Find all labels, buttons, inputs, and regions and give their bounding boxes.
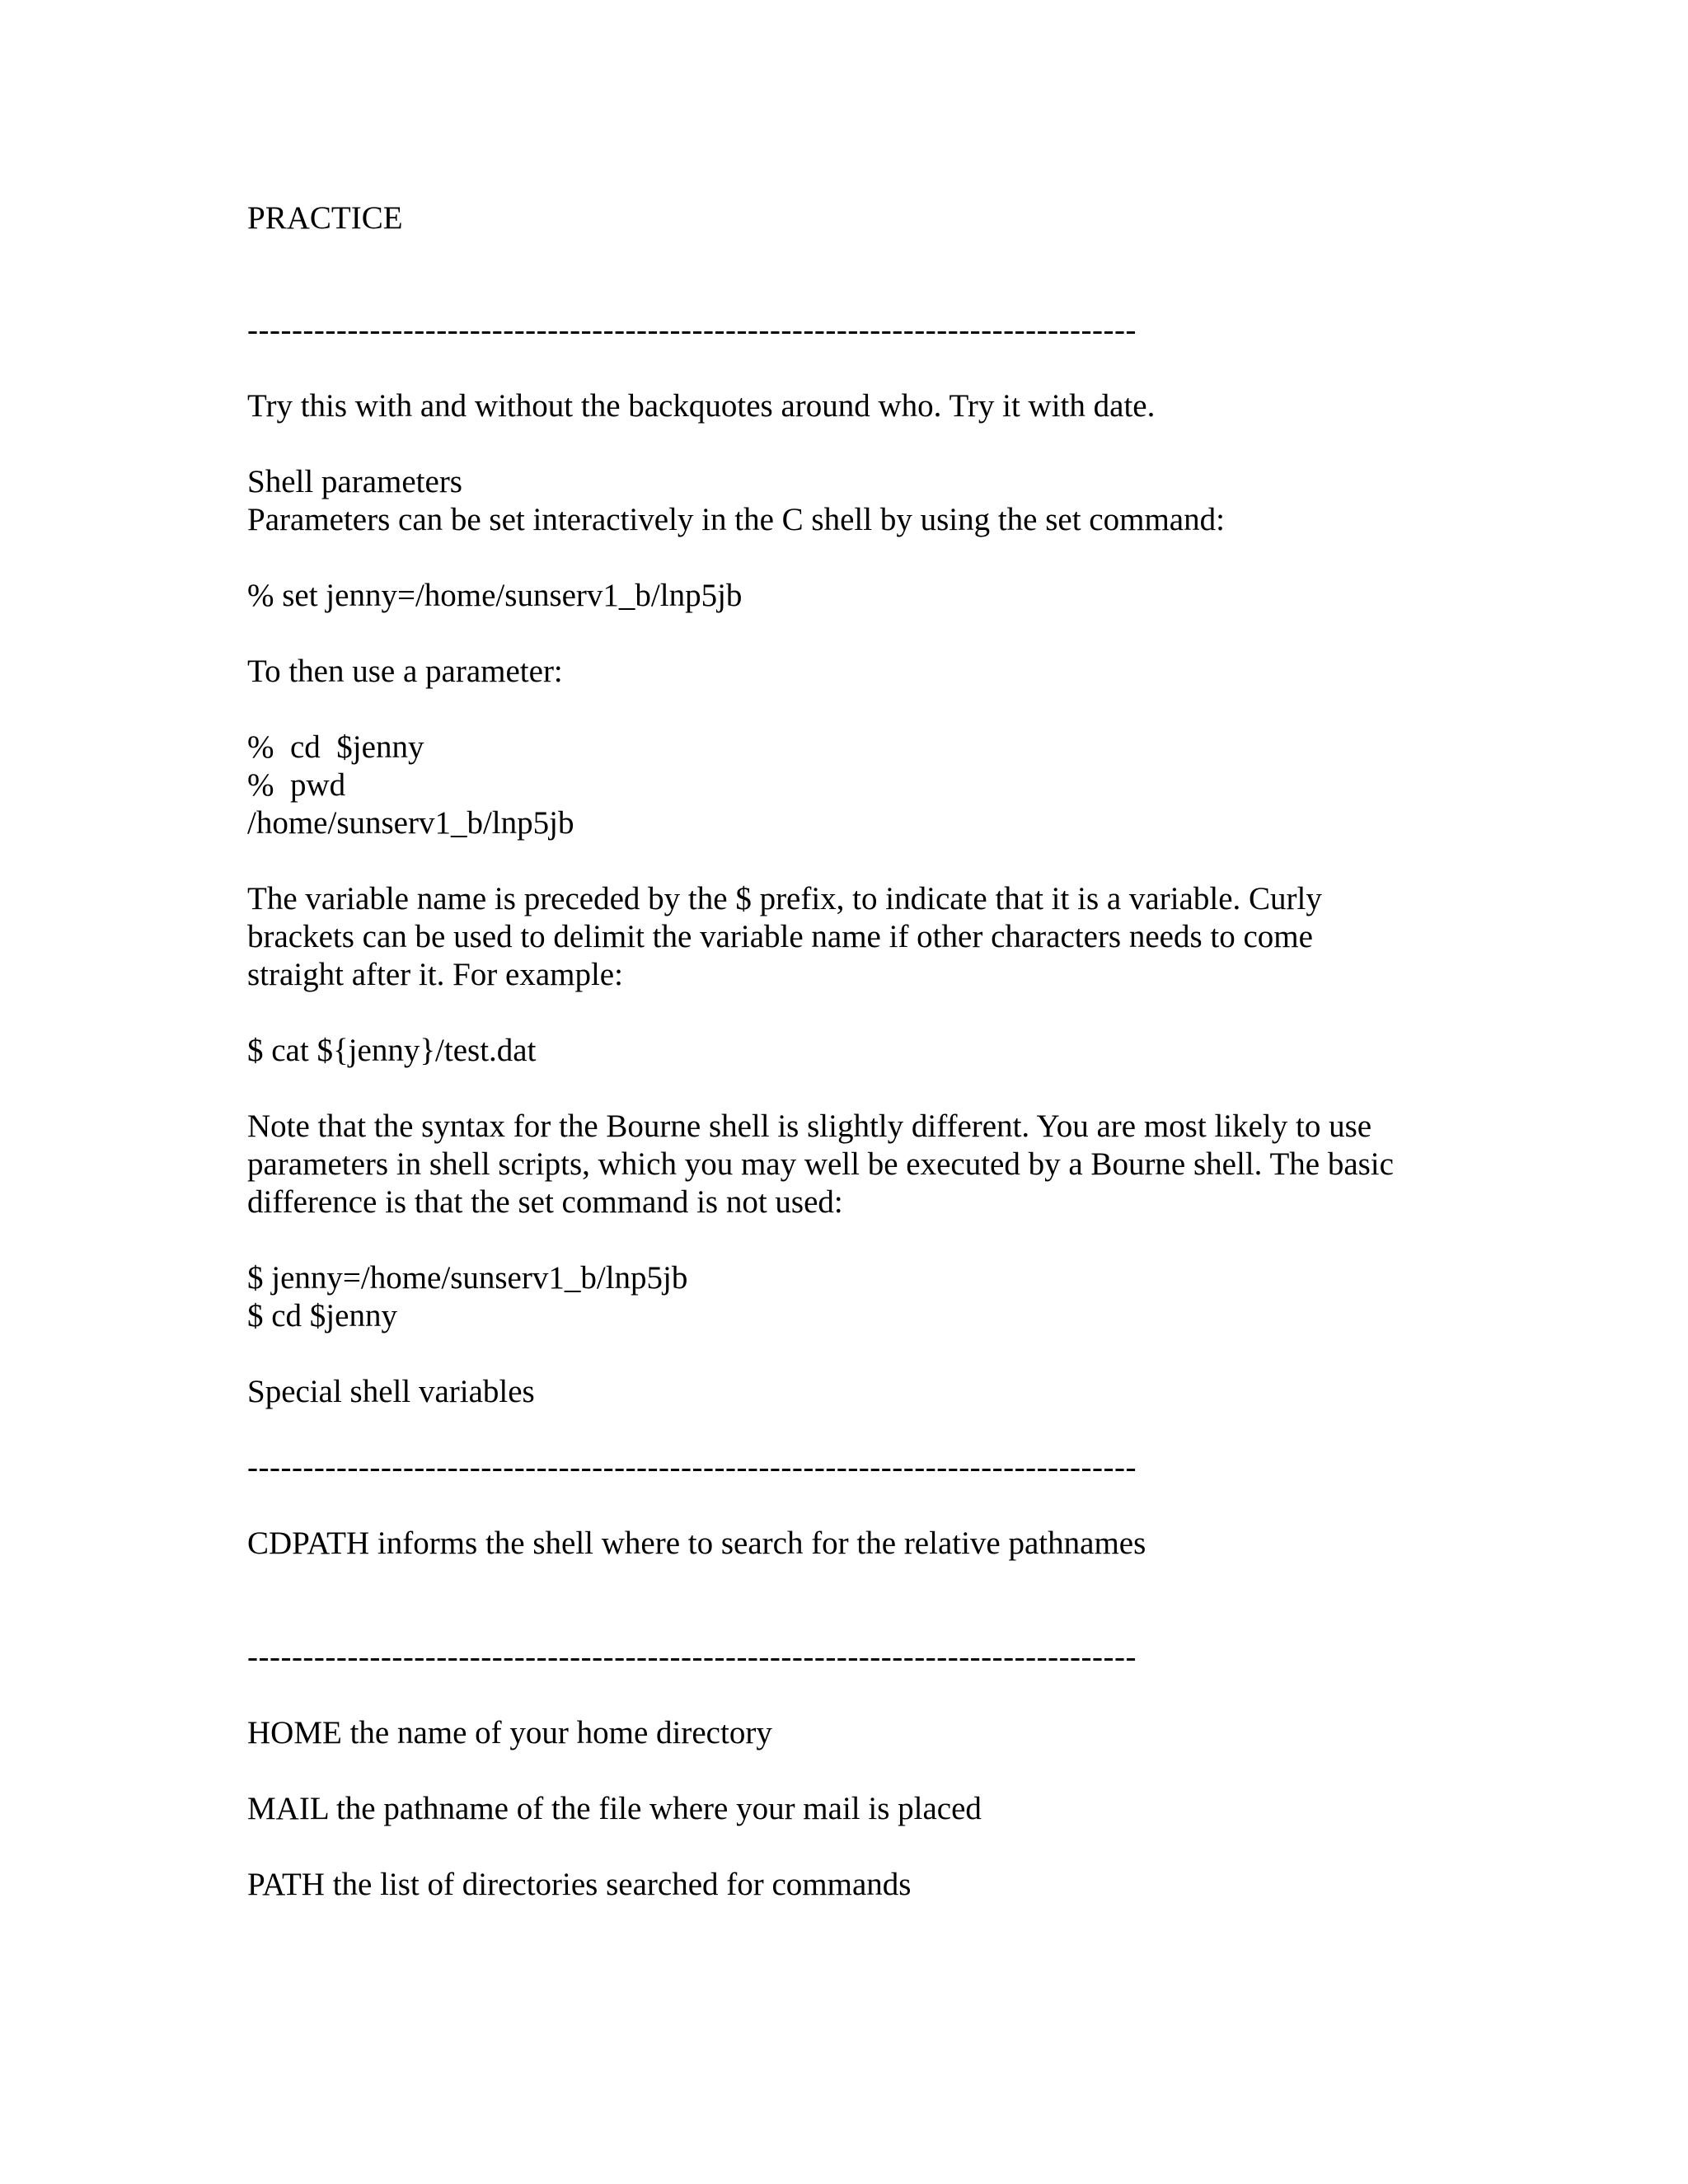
paragraph-line: brackets can be used to delimit the variable name if other characters needs to come: [247, 919, 1313, 954]
paragraph-params-set: Parameters can be set interactively in the C shell by using the set command:: [247, 502, 1225, 537]
paragraph-path: PATH the list of directories searched for commands: [247, 1867, 912, 1902]
paragraph-then-use: To then use a parameter:: [247, 654, 563, 689]
paragraph-home: HOME the name of your home directory: [247, 1715, 772, 1750]
page-title: PRACTICE: [247, 200, 403, 236]
heading-shell-parameters: Shell parameters: [247, 464, 462, 499]
paragraph-try-backquotes: Try this with and without the backquotes around who. Try it with date.: [247, 388, 1156, 424]
divider-rule-3: --------------------------------------------------------------------------------: [247, 1639, 1137, 1675]
paragraph-variable-prefix: [247, 880, 1451, 994]
paragraph-line: Note that the syntax for the Bourne shell is slightly different. You are most likely to use: [247, 1108, 1372, 1144]
paragraph-line: straight after it. For example:: [247, 957, 623, 992]
divider-rule-1: --------------------------------------------------------------------------------: [247, 312, 1137, 348]
paragraph-line: parameters in shell scripts, which you may well be executed by a Bourne shell. The basic: [247, 1146, 1394, 1182]
paragraph-line: difference is that the set command is not used:: [247, 1184, 843, 1220]
code-pwd: % pwd: [247, 767, 346, 803]
code-set-jenny: % set jenny=/home/sunserv1_b/lnp5jb: [247, 578, 743, 613]
divider-rule-2: --------------------------------------------------------------------------------: [247, 1450, 1137, 1485]
paragraph-bourne-shell: [247, 1108, 1451, 1221]
code-cat-test: $ cat ${jenny}/test.dat: [247, 1033, 537, 1068]
heading-special-shell-variables: Special shell variables: [247, 1374, 535, 1409]
paragraph-line: The variable name is preceded by the $ prefix, to indicate that it is a variable. Curly: [247, 881, 1322, 916]
paragraph-cdpath: CDPATH informs the shell where to search for the relative pathnames: [247, 1526, 1146, 1561]
code-bourne-set: $ jenny=/home/sunserv1_b/lnp5jb: [247, 1260, 688, 1296]
code-bourne-cd: $ cd $jenny: [247, 1298, 397, 1333]
document-body: [247, 199, 1451, 1904]
paragraph-mail: MAIL the pathname of the file where your mail is placed: [247, 1791, 982, 1826]
code-cd-jenny: % cd $jenny: [247, 729, 424, 765]
code-pwd-output: /home/sunserv1_b/lnp5jb: [247, 805, 574, 841]
